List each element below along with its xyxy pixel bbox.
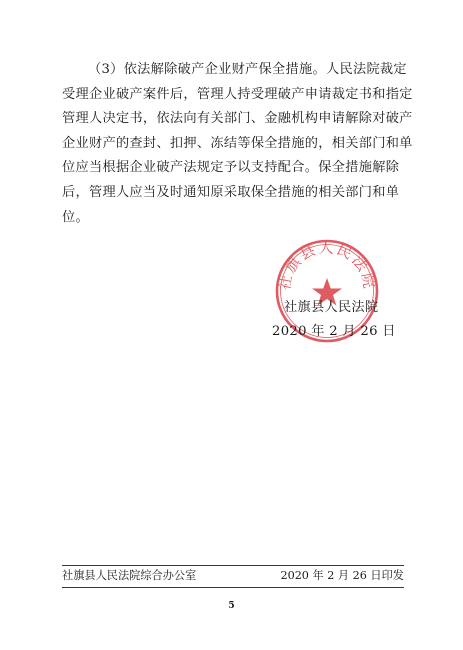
footer-top-rule	[62, 565, 404, 566]
body-line: 位应当根据企业破产法规定予以支持配合。保全措施解除	[62, 160, 400, 176]
seal-text: 社旗县人民法院	[275, 238, 379, 292]
issuing-office: 社旗县人民法院综合办公室	[62, 569, 197, 582]
body-line: 受理企业破产案件后，管理人持受理破产申请裁定书和指定	[62, 86, 413, 102]
signature-block	[272, 296, 412, 344]
body-paragraph	[62, 58, 413, 230]
body-line: （3）依法解除破产企业财产保全措施。人民法院裁定	[88, 62, 407, 77]
body-line: 企业财产的查封、扣押、冻结等保全措施的，相关部门和单	[62, 135, 413, 151]
body-line: 管理人决定书，依法向有关部门、金融机构申请解除对破产	[62, 111, 413, 127]
page-number: 5	[228, 601, 235, 611]
signature-date: 2020 年 2 月 26 日	[272, 324, 396, 339]
signature-org: 社旗县人民法院	[284, 300, 379, 315]
issuance-footer	[62, 568, 404, 584]
body-line: 位。	[62, 209, 89, 225]
footer-bottom-rule	[62, 587, 404, 588]
body-line: 后，管理人应当及时通知原采取保全措施的相关部门和单	[62, 184, 400, 200]
issue-date: 2020 年 2 月 26 日印发	[280, 569, 404, 582]
